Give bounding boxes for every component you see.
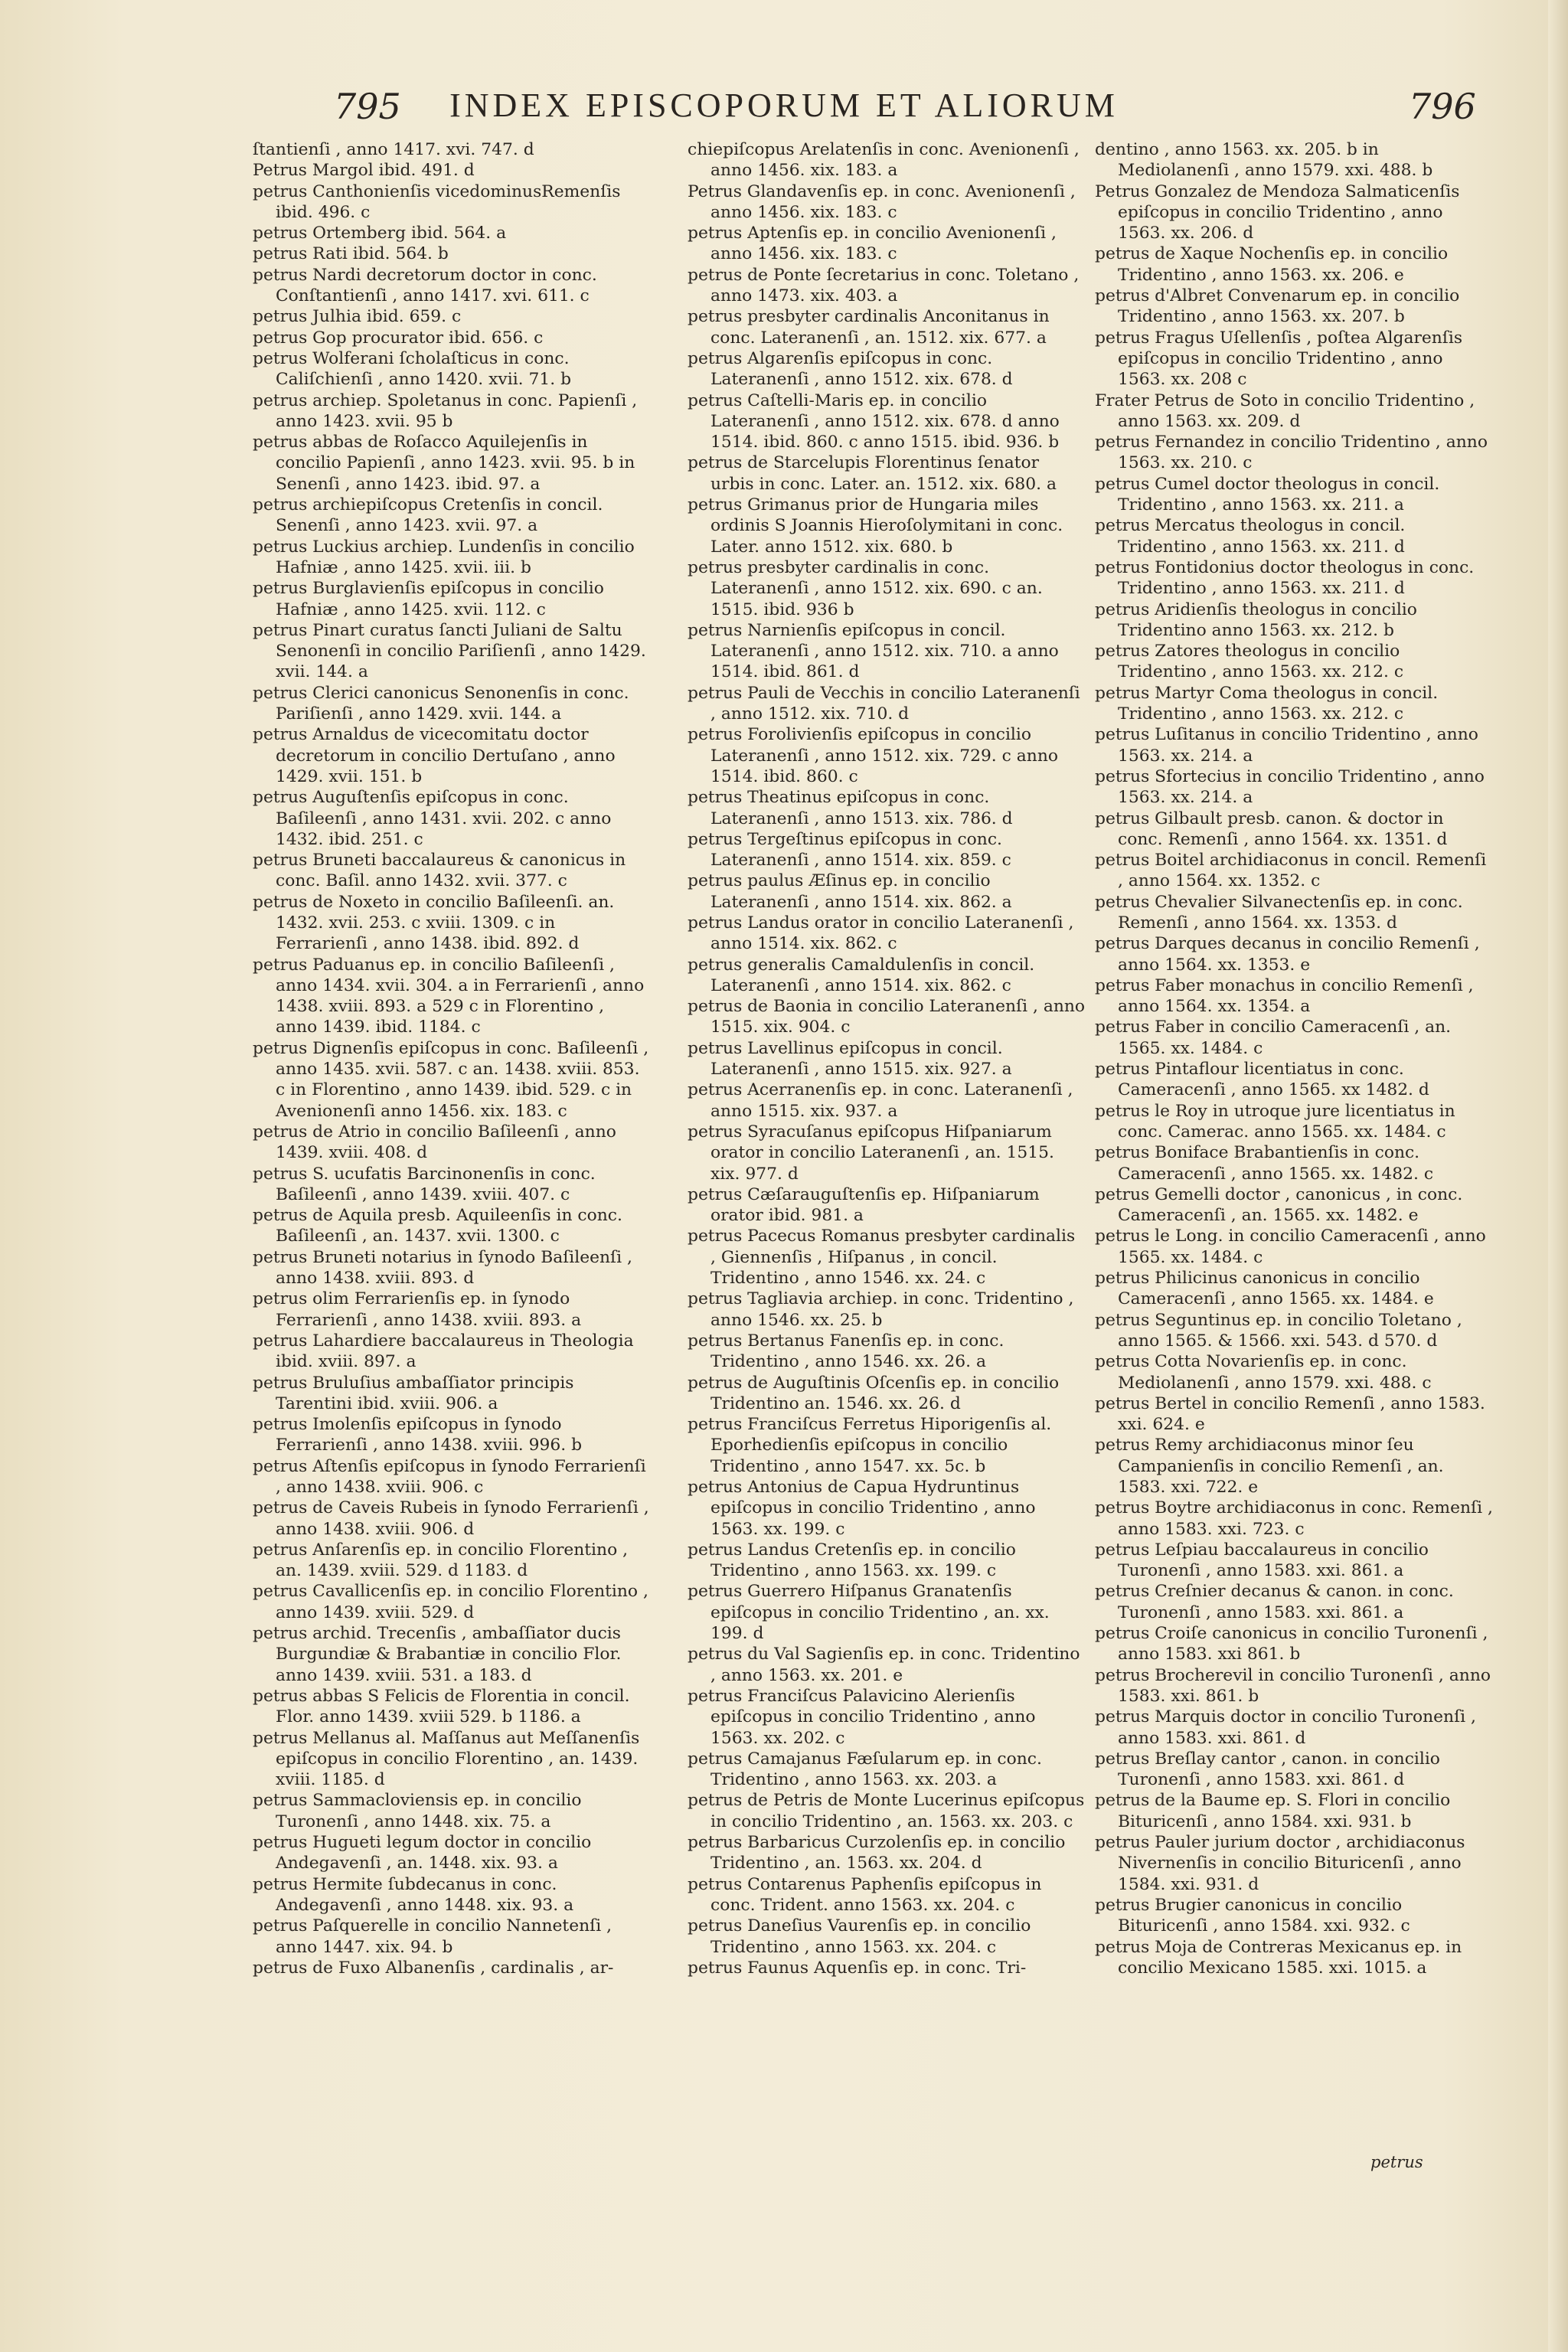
index-entry: petrus le Roy in utroque jure licentiatus in conc. Camerac. anno 1565. xx. 1484. c	[1095, 1101, 1455, 1142]
index-entry: petrus Faunus Aquenſis ep. in conc. Tri-	[688, 1958, 1027, 1978]
index-entry: petrus Creſnier decanus & canon. in conc. Turonenſi , anno 1583. xxi. 861. a	[1095, 1582, 1454, 1622]
index-entry: petrus Narnienſis epiſcopus in concil. Lateranenſi , anno 1512. xix. 710. a anno 1514. ibid. 861. d	[688, 620, 1059, 682]
index-entry: petrus Hugueti legum doctor in concilio Andegavenſi , an. 1448. xix. 93. a	[253, 1833, 592, 1873]
page-title: INDEX EPISCOPORUM ET ALIORUM	[449, 87, 1119, 124]
index-entry: petrus de Baonia in concilio Lateranenſi , anno 1515. xix. 904. c	[688, 997, 1086, 1037]
index-entry: petrus Barbaricus Curzolenſis ep. in concilio Tridentino , an. 1563. xx. 204. d	[688, 1833, 1066, 1873]
index-entry: petrus Landus orator in concilio Lateranenſi , anno 1514. xix. 862. c	[688, 913, 1074, 954]
index-entry: petrus Philicinus canonicus in concilio Cameracenſi , anno 1565. xx. 1484. e	[1095, 1269, 1434, 1309]
index-entry: petrus de Petris de Monte Lucerinus epiſcopus in concilio Tridentino , an. 1563. xx. 203. c	[688, 1791, 1085, 1831]
index-entry: petrus Antonius de Capua Hydruntinus epiſcopus in concilio Tridentino , anno 1563. xx. 199. c	[688, 1478, 1036, 1539]
index-entry: petrus Luſitanus in concilio Tridentino , anno 1563. xx. 214. a	[1095, 725, 1478, 766]
index-entry: petrus Algarenſis epiſcopus in conc. Lateranenſi , anno 1512. xix. 678. d	[688, 348, 1013, 390]
index-entry: petrus Moja de Contreras Mexicanus ep. in concilio Mexicano 1585. xxi. 1015. a	[1095, 1937, 1462, 1978]
index-entry: petrus Ortemberg ibid. 564. a	[253, 224, 507, 243]
index-entry: petrus olim Ferrarienſis ep. in ſynodo Ferrarienſi , anno 1438. xviii. 893. a	[253, 1289, 582, 1330]
index-entry: petrus Canthonienſis vicedominusRemenſis ibid. 496. c	[253, 181, 621, 222]
index-entry: petrus Nardi decretorum doctor in conc. Conſtantienſi , anno 1417. xvi. 611. c	[253, 265, 597, 306]
index-column-3	[1095, 139, 1493, 1978]
index-entry: petrus Lahardiere baccalaureus in Theologia ibid. xviii. 897. a	[253, 1331, 634, 1372]
index-entry: petrus Lavellinus epiſcopus in concil. Lateranenſi , anno 1515. xix. 927. a	[688, 1038, 1012, 1080]
index-entry: petrus Tagliavia archiep. in conc. Tridentino , anno 1546. xx. 25. b	[688, 1289, 1074, 1330]
index-entry: petrus Marquis doctor in concilio Turonenſi , anno 1583. xxi. 861. d	[1095, 1707, 1476, 1748]
index-entry: petrus Imolenſis epiſcopus in ſynodo Ferrarienſi , anno 1438. xviii. 996. b	[253, 1415, 583, 1455]
index-entry: petrus Boniface Brabantienſis in conc. Cameracenſi , anno 1565. xx. 1482. c	[1095, 1143, 1434, 1184]
index-entry: petrus Bruneti baccalaureus & canonicus in conc. Baſil. anno 1432. xvii. 377. c	[253, 851, 626, 891]
index-entry: petrus de Caveis Rubeis in ſynodo Ferrarienſi , anno 1438. xviii. 906. d	[253, 1498, 649, 1539]
index-entry: petrus Auguſtenſis epiſcopus in conc. Baſileenſi , anno 1431. xvii. 202. c anno 1432. ibid. 251. c	[253, 788, 612, 849]
page-number-right: 796	[1409, 86, 1476, 127]
index-entry: Petrus Margol ibid. 491. d	[253, 161, 475, 181]
index-entry: petrus paulus Æſinus ep. in concilio Lateranenſi , anno 1514. xix. 862. a	[688, 871, 1012, 912]
running-head	[0, 86, 1568, 132]
index-entry: petrus Luckius archiep. Lundenſis in concilio Hafniæ , anno 1425. xvii. iii. b	[253, 537, 635, 577]
index-entry: petrus S. ucufatis Barcinonenſis in conc. Baſileenſi , anno 1439. xviii. 407. c	[253, 1164, 596, 1204]
index-entry: petrus Bruneti notarius in ſynodo Baſileenſi , anno 1438. xviii. 893. d	[253, 1247, 632, 1289]
index-entry: chiepiſcopus Arelatenſis in conc. Avenionenſi , anno 1456. xix. 183. a	[688, 140, 1080, 181]
index-entry: petrus le Long. in concilio Cameracenſi , anno 1565. xx. 1484. c	[1095, 1227, 1486, 1267]
index-entry: petrus Fernandez in concilio Tridentino , anno 1563. xx. 210. c	[1095, 433, 1488, 473]
index-entry: petrus Leſpiau baccalaureus in concilio Turonenſi , anno 1583. xxi. 861. a	[1095, 1540, 1429, 1581]
index-entry: petrus Hermite ſubdecanus in conc. Andegavenſi , anno 1448. xix. 93. a	[253, 1874, 574, 1915]
index-entry: petrus Syracuſanus epiſcopus Hiſpaniarum orator in concilio Lateranenſi , an. 1515. xix. 977. d	[688, 1122, 1054, 1184]
index-entry: petrus Faber in concilio Cameracenſi , an. 1565. xx. 1484. c	[1095, 1018, 1452, 1058]
index-entry: petrus de Aquila presb. Aquileenſis in conc. Baſileenſi , an. 1437. xvii. 1300. c	[253, 1206, 622, 1246]
index-entry: ſtantienſi , anno 1417. xvi. 747. d	[253, 140, 534, 159]
index-entry: petrus archiep. Spoletanus in conc. Papienſi , anno 1423. xvii. 95 b	[253, 390, 638, 431]
index-entry: petrus abbas de Roſacco Aquilejenſis in concilio Papienſi , anno 1423. xvii. 95. b in Senenſi , anno 1423. ibid. 97. a	[253, 433, 635, 494]
index-entry: petrus Martyr Coma theologus in concil. Tridentino , anno 1563. xx. 212. c	[1095, 683, 1439, 724]
index-entry: petrus Seguntinus ep. in concilio Toletano , anno 1565. & 1566. xxi. 543. d 570. d	[1095, 1310, 1462, 1351]
index-entry: petrus de Xaque Nochenſis ep. in concilio Tridentino , anno 1563. xx. 206. e	[1095, 244, 1449, 285]
index-entry: petrus Tergeſtinus epiſcopus in conc. Lateranenſi , anno 1514. xix. 859. c	[688, 829, 1011, 871]
index-entry: petrus Cumel doctor theologus in concil. Tridentino , anno 1563. xx. 211. a	[1095, 474, 1440, 515]
index-entry: petrus Remy archidiaconus minor ſeu Campanienſis in concilio Remenſi , an. 1583. xxi. 722. e	[1095, 1436, 1444, 1497]
index-entry: petrus Clerici canonicus Senonenſis in conc. Pariſienſi , anno 1429. xvii. 144. a	[253, 683, 629, 724]
index-entry: petrus de Fuxo Albanenſis , cardinalis , ar-	[253, 1958, 614, 1978]
index-entry: Petrus Gonzalez de Mendoza Salmaticenſis epiſcopus in concilio Tridentino , anno 1563. xx. 206. d	[1095, 181, 1460, 243]
index-entry: petrus Mellanus al. Maſſanus aut Meſſanenſis epiſcopus in concilio Florentino , an. 1439. xviii. 1185. d	[253, 1728, 640, 1790]
index-entry: petrus Aptenſis ep. in concilio Avenionenſi , anno 1456. xix. 183. c	[688, 224, 1057, 264]
index-entry: petrus de Noxeto in concilio Baſileenſi. an. 1432. xvii. 253. c xviii. 1309. c in Ferrarienſi , anno 1438. ibid. 892. d	[253, 892, 615, 954]
index-entry: petrus Theatinus epiſcopus in conc. Lateranenſi , anno 1513. xix. 786. d	[688, 788, 1013, 828]
index-entry: petrus Franciſcus Palavicino Alerienſis epiſcopus in concilio Tridentino , anno 1563. xx. 202. c	[688, 1686, 1036, 1748]
index-entry: petrus abbas S Felicis de Florentia in concil. Flor. anno 1439. xviii 529. b 1186. a	[253, 1686, 630, 1727]
index-entry: petrus de Starcelupis Florentinus ſenator urbis in conc. Later. an. 1512. xix. 680. a	[688, 453, 1057, 494]
index-entry: petrus Bertel in concilio Remenſi , anno 1583. xxi. 624. e	[1095, 1393, 1485, 1435]
index-entry: petrus Guerrero Hiſpanus Granatenſis epiſcopus in concilio Tridentino , an. xx. 199. d	[688, 1582, 1050, 1644]
index-entry: petrus presbyter cardinalis Anconitanus in conc. Lateranenſi , an. 1512. xix. 677. a	[688, 307, 1050, 348]
index-entry: petrus Fragus Uſellenſis , poſtea Algarenſis epiſcopus in concilio Tridentino , anno 1563. xx. 208 c	[1095, 328, 1463, 390]
index-entry: petrus Sammacloviensis ep. in concilio Turonenſi , anno 1448. xix. 75. a	[253, 1791, 582, 1831]
index-entry: petrus Cæſarauguſtenſis ep. Hiſpaniarum orator ibid. 981. a	[688, 1184, 1040, 1226]
page-number-left: 795	[334, 86, 401, 127]
index-entry: petrus Paſquerelle in concilio Nannetenſi , anno 1447. xix. 94. b	[253, 1916, 612, 1957]
index-entry: petrus Daneſius Vaurenſis ep. in concilio Tridentino , anno 1563. xx. 204. c	[688, 1916, 1031, 1957]
index-entry: petrus Pauler jurium doctor , archidiaconus Nivernenſis in concilio Bituricenſi , anno 1584. xxi. 931. d	[1095, 1833, 1465, 1894]
index-entry: petrus du Val Sagienſis ep. in conc. Tridentino , anno 1563. xx. 201. e	[688, 1645, 1080, 1685]
index-entry: petrus archiepiſcopus Cretenſis in concil. Senenſi , anno 1423. xvii. 97. a	[253, 495, 603, 536]
index-entry: petrus Boitel archidiaconus in concil. Remenſi , anno 1564. xx. 1352. c	[1095, 851, 1487, 891]
index-entry: petrus Faber monachus in concilio Remenſi , anno 1564. xx. 1354. a	[1095, 975, 1474, 1017]
catchword: petrus	[1370, 2153, 1423, 2171]
index-entry: petrus Landus Cretenſis ep. in concilio Tridentino , anno 1563. xx. 199. c	[688, 1540, 1016, 1581]
index-entry: petrus Aſtenſis epiſcopus in ſynodo Ferrarienſi , anno 1438. xviii. 906. c	[253, 1456, 646, 1497]
index-entry: petrus Chevalier Silvanectenſis ep. in conc. Remenſi , anno 1564. xx. 1353. d	[1095, 892, 1463, 933]
index-column-1	[253, 139, 651, 1978]
index-entry: petrus Aridienſis theologus in concilio Tridentino anno 1563. xx. 212. b	[1095, 599, 1417, 640]
index-entry: petrus Caſtelli-Maris ep. in concilio Lateranenſi , anno 1512. xix. 678. d anno 1514. ibid. 860. c anno 1515. ibid. 936. b	[688, 390, 1060, 452]
index-entry: petrus Julhia ibid. 659. c	[253, 307, 462, 327]
index-entry: petrus Acerranenſis ep. in conc. Lateranenſi , anno 1515. xix. 937. a	[688, 1080, 1073, 1121]
index-entry: petrus Sfortecius in concilio Tridentino , anno 1563. xx. 214. a	[1095, 766, 1485, 808]
index-entry: petrus Pauli de Vecchis in concilio Lateranenſi , anno 1512. xix. 710. d	[688, 683, 1080, 724]
index-entry: petrus Fontidonius doctor theologus in conc. Tridentino , anno 1563. xx. 211. d	[1095, 557, 1475, 599]
index-entry: petrus Forolivienſis epiſcopus in concilio Lateranenſi , anno 1512. xix. 729. c anno 1514. ibid. 860. c	[688, 725, 1058, 786]
index-entry: petrus Boytre archidiaconus in conc. Remenſi , anno 1583. xxi. 723. c	[1095, 1498, 1493, 1539]
index-entry: petrus Franciſcus Ferretus Hiporigenſis al. Eporhedienſis epiſcopus in concilio Tridentino , anno 1547. xx. 5c. b	[688, 1415, 1052, 1476]
index-entry: Frater Petrus de Soto in concilio Tridentino , anno 1563. xx. 209. d	[1095, 390, 1475, 431]
index-entry: petrus Zatores theologus in concilio Tridentino , anno 1563. xx. 212. c	[1095, 642, 1404, 682]
index-entry: petrus Grimanus prior de Hungaria miles ordinis S Joannis Hieroſolymitani in conc. Later. anno 1512. xix. 680. b	[688, 495, 1063, 557]
index-entry: dentino , anno 1563. xx. 205. b in Mediolanenſi , anno 1579. xxi. 488. b	[1095, 140, 1433, 181]
index-column-2	[688, 139, 1086, 1978]
index-entry: petrus Breſlay cantor , canon. in concilio Turonenſi , anno 1583. xxi. 861. d	[1095, 1749, 1440, 1790]
index-entry: petrus de Auguſtinis Oſcenſis ep. in concilio Tridentino an. 1546. xx. 26. d	[688, 1373, 1060, 1413]
index-entry: petrus generalis Camaldulenſis in concil. Lateranenſi , anno 1514. xix. 862. c	[688, 955, 1035, 995]
index-entry: petrus Mercatus theologus in concil. Tridentino , anno 1563. xx. 211. d	[1095, 516, 1406, 557]
index-entry: petrus Dignenſis epiſcopus in conc. Baſileenſi , anno 1435. xvii. 587. c an. 1438. xviii. 853. c in Florentino , anno 1439. ibid. 529. c in Avenionenſi anno 1456. xix. 183. c	[253, 1038, 649, 1121]
index-entry: petrus de Ponte ſecretarius in conc. Toletano , anno 1473. xix. 403. a	[688, 265, 1080, 306]
index-entry: petrus Darques decanus in concilio Remenſi , anno 1564. xx. 1353. e	[1095, 934, 1480, 975]
index-entry: petrus Gemelli doctor , canonicus , in conc. Cameracenſi , an. 1565. xx. 1482. e	[1095, 1184, 1463, 1226]
index-entry: petrus de Atrio in concilio Baſileenſi , anno 1439. xviii. 408. d	[253, 1122, 616, 1163]
page-edge	[1548, 0, 1568, 2352]
index-entry: petrus Arnaldus de vicecomitatu doctor decretorum in concilio Dertuſano , anno 1429. xvii. 151. b	[253, 725, 616, 786]
index-entry: petrus de la Baume ep. S. Flori in concilio Bituricenſi , anno 1584. xxi. 931. b	[1095, 1791, 1451, 1831]
index-entry: petrus Burglavienſis epiſcopus in concilio Hafniæ , anno 1425. xvii. 112. c	[253, 579, 604, 619]
index-entry: petrus Brugier canonicus in concilio Bituricenſi , anno 1584. xxi. 932. c	[1095, 1895, 1410, 1936]
index-entry: petrus Paduanus ep. in concilio Baſileenſi , anno 1434. xvii. 304. a in Ferrarienſi , anno 1438. xviii. 893. a 529 c in Florentino , anno 1439. ibid. 1184. c	[253, 955, 645, 1037]
index-entry: petrus Pintaflour licentiatus in conc. Cameracenſi , anno 1565. xx 1482. d	[1095, 1060, 1429, 1100]
index-entry: petrus Bertanus Fanenſis ep. in conc. Tridentino , anno 1546. xx. 26. a	[688, 1331, 1004, 1372]
index-entry: petrus Pinart curatus ſancti Juliani de Saltu Senonenſi in concilio Pariſienſi , anno 1429. xvii. 144. a	[253, 620, 646, 682]
index-entry: petrus archid. Trecenſis , ambaſſiator ducis Burgundiæ & Brabantiæ in concilio Flor. anno 1439. xviii. 531. a 183. d	[253, 1624, 622, 1685]
index-entry: petrus Brocherevil in concilio Turonenſi , anno 1583. xxi. 861. b	[1095, 1665, 1491, 1706]
index-entry: petrus Cotta Novarienſis ep. in conc. Mediolanenſi , anno 1579. xxi. 488. c	[1095, 1352, 1432, 1393]
index-entry: petrus Gop procurator ibid. 656. c	[253, 328, 544, 348]
index-entry: petrus Croiſe canonicus in concilio Turonenſi , anno 1583. xxi 861. b	[1095, 1624, 1488, 1664]
index-entry: petrus Gilbault presb. canon. & doctor in conc. Remenſi , anno 1564. xx. 1351. d	[1095, 808, 1448, 849]
index-entry: petrus Wolferani ſcholaſticus in conc. Caliſchienſi , anno 1420. xvii. 71. b	[253, 348, 572, 390]
index-entry: petrus Bruluſius ambaſſiator principis Tarentini ibid. xviii. 906. a	[253, 1373, 574, 1413]
index-entry: petrus Camajanus Fæſularum ep. in conc. Tridentino , anno 1563. xx. 203. a	[688, 1749, 1042, 1790]
index-entry: petrus Anſarenſis ep. in concilio Florentino , an. 1439. xviii. 529. d 1183. d	[253, 1540, 629, 1581]
index-entry: petrus Cavallicenſis ep. in concilio Florentino , anno 1439. xviii. 529. d	[253, 1582, 648, 1622]
index-entry: petrus Contarenus Paphenſis epiſcopus in conc. Trident. anno 1563. xx. 204. c	[688, 1874, 1042, 1915]
index-entry: petrus d'Albret Convenarum ep. in concilio Tridentino , anno 1563. xx. 207. b	[1095, 286, 1460, 327]
index-entry: petrus presbyter cardinalis in conc. Lateranenſi , anno 1512. xix. 690. c an. 1515. ibid. 936 b	[688, 557, 1043, 619]
index-entry: Petrus Glandavenſis ep. in conc. Avenionenſi , anno 1456. xix. 183. c	[688, 181, 1076, 222]
index-entry: petrus Pacecus Romanus presbyter cardinalis , Giennenſis , Hiſpanus , in concil. Tridentino , anno 1546. xx. 24. c	[688, 1227, 1076, 1289]
index-entry: petrus Rati ibid. 564. b	[253, 244, 449, 264]
